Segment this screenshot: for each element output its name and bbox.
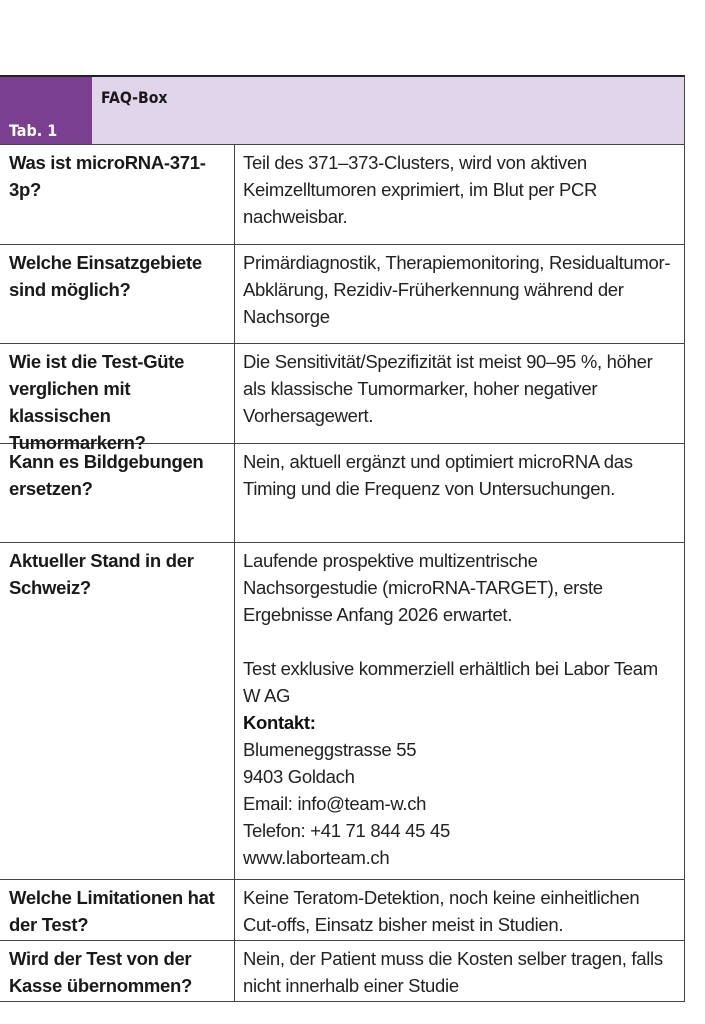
table-row (0, 880, 684, 941)
tab-label: Tab. 1 (9, 121, 58, 140)
answer-text: Laufende prospektive multizentrische Nachsorgestudie (microRNA-TARGET), erste Ergebnisse Anfang 2026 erwartet. (243, 550, 603, 625)
contact-email: Email: info@team-w.ch (243, 793, 427, 814)
contact-website: www.laborteam.ch (243, 847, 390, 868)
contact-phone: Telefon: +41 71 844 45 45 (243, 820, 450, 841)
answer-cell: Die Sensitivität/Spezifizität ist meist 90–95 %, höher als klassische Tumormarker, hoher negativer Vorhersagewert. (243, 351, 653, 426)
table-row (0, 245, 684, 344)
answer-cell: Keine Teratom-Detektion, noch keine einheitlichen Cut-offs, Einsatz bisher meist in Studien. (243, 887, 640, 935)
answer-cell: Primärdiagnostik, Therapiemonitoring, Residualtumor-Abklärung, Rezidiv-Früherkennung während der Nachsorge (243, 252, 671, 327)
answer-text-availability: Test exklusive kommerziell erhältlich bei Labor Team W AG (243, 658, 658, 706)
table-row (0, 344, 684, 453)
table-row (0, 444, 684, 543)
contact-street: Blumeneggstrasse 55 (243, 739, 417, 760)
faq-table (0, 75, 685, 1002)
question-cell: Wie ist die Test-Güte verglichen mit klassischen Tumormarkern? (0, 344, 235, 443)
question-cell: Aktueller Stand in der Schweiz? (0, 543, 235, 879)
answer-cell (235, 543, 684, 879)
tab-label-block (0, 77, 92, 144)
question-cell: Kann es Bildgebungen ersetzen? (0, 444, 235, 542)
answer-cell: Nein, der Patient muss die Kosten selber tragen, falls nicht innerhalb einer Studie (243, 948, 663, 996)
answer-cell: Nein, aktuell ergänzt und optimiert microRNA das Timing und die Frequenz von Untersuchungen. (243, 451, 633, 499)
question-cell: Was ist microRNA-371-3p? (0, 145, 235, 244)
question-cell: Wird der Test von der Kasse übernommen? (0, 941, 235, 1001)
question-cell: Welche Einsatzgebiete sind möglich? (0, 245, 235, 343)
table-row (0, 145, 684, 245)
question-cell: Welche Limitationen hat der Test? (0, 880, 235, 940)
table-row (0, 941, 684, 1001)
table-row (0, 543, 684, 880)
contact-city: 9403 Goldach (243, 766, 355, 787)
header-title-block (92, 77, 684, 144)
table-header (0, 77, 684, 145)
contact-label: Kontakt: (243, 712, 316, 733)
answer-cell: Teil des 371–373-Clusters, wird von aktiven Keimzelltumoren exprimiert, im Blut per PCR nachweisbar. (243, 152, 598, 227)
table-title: FAQ-Box (101, 88, 168, 107)
